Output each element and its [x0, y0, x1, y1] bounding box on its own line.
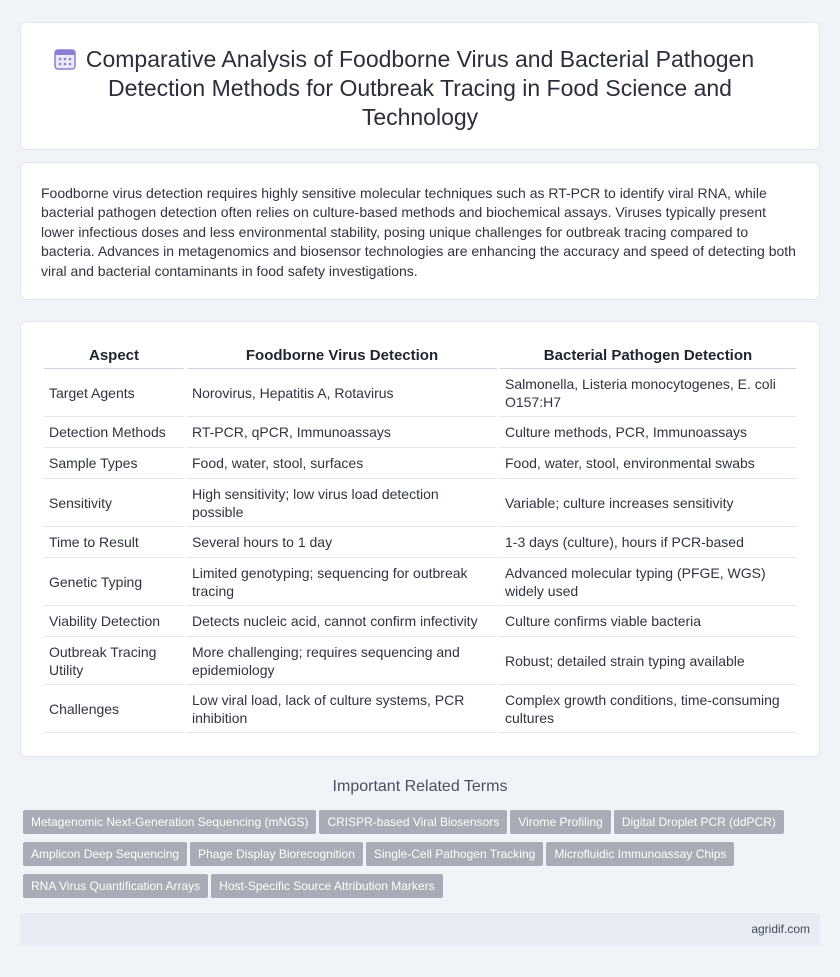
header-bacteria: Bacterial Pathogen Detection [500, 344, 796, 369]
aspect-cell: Viability Detection [44, 606, 184, 637]
bacteria-cell: Culture methods, PCR, Immunoassays [500, 417, 796, 448]
header-aspect: Aspect [44, 344, 184, 369]
virus-cell: High sensitivity; low virus load detection possible [187, 479, 497, 527]
aspect-cell: Genetic Typing [44, 558, 184, 606]
related-term-tag[interactable]: Amplicon Deep Sequencing [23, 842, 187, 866]
aspect-cell: Time to Result [44, 527, 184, 558]
header-card [20, 22, 820, 150]
bacteria-cell: Salmonella, Listeria monocytogenes, E. coli O157:H7 [500, 369, 796, 417]
related-term-tag[interactable]: Single-Cell Pathogen Tracking [366, 842, 543, 866]
aspect-cell: Sample Types [44, 448, 184, 479]
bacteria-cell: 1-3 days (culture), hours if PCR-based [500, 527, 796, 558]
footer [20, 913, 820, 946]
virus-cell: Several hours to 1 day [187, 527, 497, 558]
virus-cell: Food, water, stool, surfaces [187, 448, 497, 479]
table-row [44, 558, 796, 606]
virus-cell: Limited genotyping; sequencing for outbreak tracing [187, 558, 497, 606]
header-virus: Foodborne Virus Detection [187, 344, 497, 369]
table-row [44, 479, 796, 527]
related-term-tag[interactable]: Phage Display Biorecognition [190, 842, 363, 866]
virus-cell: Detects nucleic acid, cannot confirm infectivity [187, 606, 497, 637]
related-term-tag[interactable]: Metagenomic Next-Generation Sequencing (mNGS) [23, 810, 316, 834]
aspect-cell: Outbreak Tracing Utility [44, 637, 184, 685]
bacteria-cell: Culture confirms viable bacteria [500, 606, 796, 637]
table-row [44, 527, 796, 558]
aspect-cell: Detection Methods [44, 417, 184, 448]
aspect-cell: Sensitivity [44, 479, 184, 527]
bacteria-cell: Advanced molecular typing (PFGE, WGS) widely used [500, 558, 796, 606]
footer-site-link[interactable]: agridif.com [751, 922, 810, 936]
table-row [44, 637, 796, 685]
aspect-cell: Challenges [44, 685, 184, 733]
related-term-tag[interactable]: Virome Profiling [510, 810, 610, 834]
table-row [44, 606, 796, 637]
related-terms-title: Important Related Terms [332, 778, 508, 795]
comparison-table-card [20, 321, 820, 757]
table-header-row [44, 344, 796, 369]
page-title: Comparative Analysis of Foodborne Virus and Bacterial Pathogen Detection Methods for Outbreak Tracing in Food Science and Technology [85, 46, 755, 130]
bacteria-cell: Robust; detailed strain typing available [500, 637, 796, 685]
bacteria-cell: Variable; culture increases sensitivity [500, 479, 796, 527]
table-row [44, 448, 796, 479]
intro-card [20, 162, 820, 300]
virus-cell: More challenging; requires sequencing and epidemiology [187, 637, 497, 685]
related-terms-list [23, 810, 813, 906]
related-term-tag[interactable]: RNA Virus Quantification Arrays [23, 874, 208, 898]
bacteria-cell: Complex growth conditions, time-consuming cultures [500, 685, 796, 733]
aspect-cell: Target Agents [44, 369, 184, 417]
related-term-tag[interactable]: CRISPR-based Viral Biosensors [319, 810, 507, 834]
table-row [44, 685, 796, 733]
related-term-tag[interactable]: Microfluidic Immunoassay Chips [546, 842, 734, 866]
related-term-tag[interactable]: Digital Droplet PCR (ddPCR) [614, 810, 784, 834]
bacteria-cell: Food, water, stool, environmental swabs [500, 448, 796, 479]
virus-cell: Norovirus, Hepatitis A, Rotavirus [187, 369, 497, 417]
table-row [44, 417, 796, 448]
comparison-table [41, 344, 799, 733]
intro-text: Foodborne virus detection requires highly sensitive molecular techniques such as RT-PCR to identify viral RNA, while bacterial pathogen detection often relies on culture-based methods and biochemical assays. Viruses typically present lower infectious doses and less environmental stability, posing unique challenges for outbreak tracing compared to bacteria. Advances in metagenomics and biosensor technologies are enhancing the accuracy and speed of detecting both viral and bacterial contaminants in food safety investigations. [41, 185, 796, 279]
virus-cell: Low viral load, lack of culture systems, PCR inhibition [187, 685, 497, 733]
table-row [44, 369, 796, 417]
related-term-tag[interactable]: Host-Specific Source Attribution Markers [211, 874, 442, 898]
virus-cell: RT-PCR, qPCR, Immunoassays [187, 417, 497, 448]
